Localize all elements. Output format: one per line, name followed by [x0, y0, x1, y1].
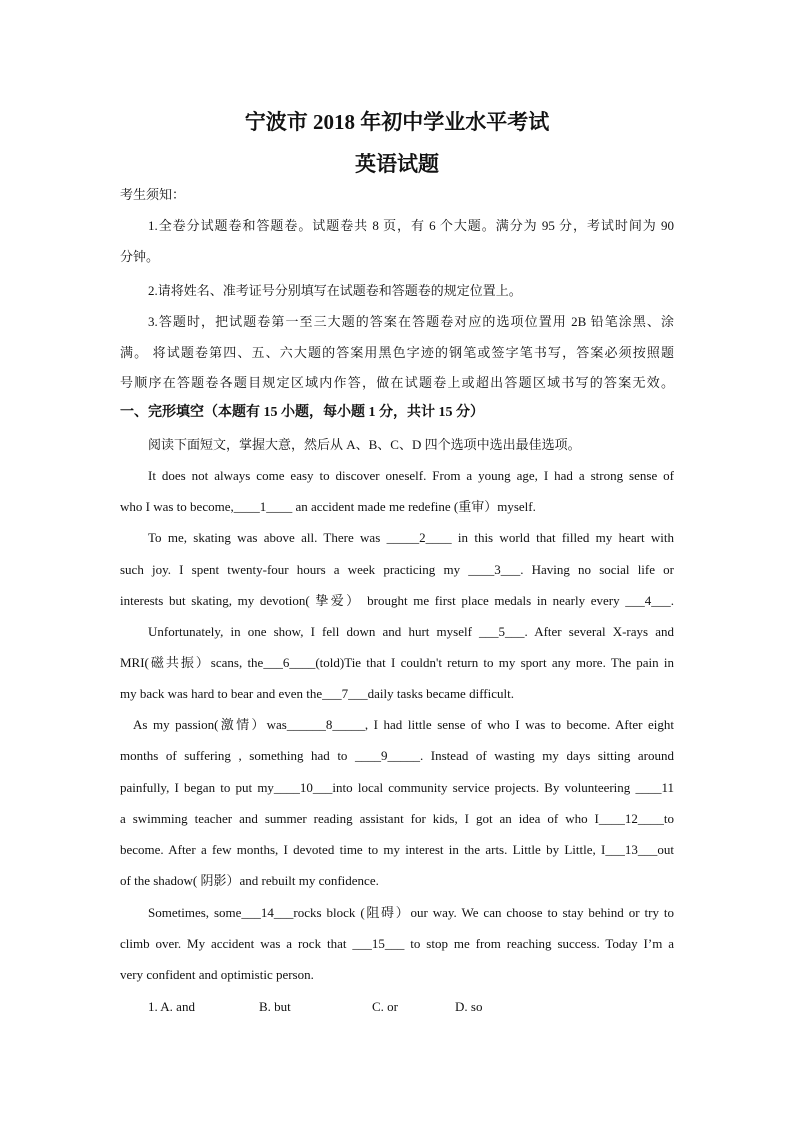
passage-line: interests but skating, my devotion( 挚爱） brought me first place medals in nearly every ___4___. [120, 593, 674, 608]
passage-line: It does not always come easy to discover oneself. From a young age, I had a strong sense of [148, 468, 674, 483]
passage-line: As my passion(激情）was______8_____, I had little sense of who I was to become. After eight [133, 717, 674, 732]
passage-line: of the shadow( 阴影）and rebuilt my confidence. [120, 873, 379, 888]
exam-subtitle: 英语试题 [355, 152, 439, 176]
notice-line: 满。 将试题卷第四、五、六大题的答案用黑色字迹的钢笔或签字笔书写，答案必须按照题 [120, 345, 674, 360]
question-1-option-d: D. so [455, 999, 483, 1014]
passage-line: climb over. My accident was a rock that ___15___ to stop me from reaching success. Today I’m a [120, 936, 674, 951]
notice-line: 3.答题时，把试题卷第一至三大题的答案在答题卷对应的选项位置用 2B 铅笔涂黑、涂 [148, 314, 674, 329]
passage-line: To me, skating was above all. There was _____2____ in this world that filled my heart with [148, 530, 674, 545]
question-1-option-a: 1. A. and [148, 999, 195, 1014]
section-instruction: 阅读下面短文，掌握大意，然后从 A、B、C、D 四个选项中选出最佳选项。 [148, 437, 581, 452]
passage-line: who I was to become,____1____ an accident made me redefine (重审）myself. [120, 499, 536, 514]
notice-heading: 考生须知： [120, 187, 186, 202]
question-1-option-c: C. or [372, 999, 398, 1014]
notice-line: 号顺序在答题卷各题目规定区域内作答，做在试题卷上或超出答题区域书写的答案无效。 [120, 375, 674, 390]
passage-line: months of suffering , something had to ____9_____. Instead of wasting my days sitting around [120, 748, 674, 763]
notice-line: 分钟。 [120, 249, 160, 264]
notice-line: 1.全卷分试题卷和答题卷。试题卷共 8 页，有 6 个大题。满分为 95 分，考试时间为 90 [148, 218, 674, 233]
passage-line: MRI(磁共振）scans, the___6____(told)Tie that I couldn't return to my sport any more. The pain in [120, 655, 674, 670]
passage-line: Unfortunately, in one show, I fell down and hurt myself ___5___. After several X-rays and [148, 624, 674, 639]
notice-line: 2.请将姓名、准考证号分别填写在试题卷和答题卷的规定位置上。 [148, 283, 522, 298]
passage-line: become. After a few months, I devoted time to my interest in the arts. Little by Little, I___13___out [120, 842, 674, 857]
passage-line: very confident and optimistic person. [120, 967, 314, 982]
passage-line: Sometimes, some___14___rocks block (阻碍）our way. We can choose to stay behind or try to [148, 905, 674, 920]
exam-title: 宁波市 2018 年初中学业水平考试 [244, 110, 550, 134]
passage-line: a swimming teacher and summer reading assistant for kids, I got an idea of who I____12____to [120, 811, 674, 826]
passage-line: painfully, I began to put my____10___into local community service projects. By volunteering ____11 [120, 780, 674, 795]
question-1-option-b: B. but [259, 999, 291, 1014]
section-heading: 一、完形填空（本题有 15 小题，每小题 1 分，共计 15 分） [120, 405, 484, 420]
passage-line: such joy. I spent twenty-four hours a week practicing my ____3___. Having no social life or [120, 562, 674, 577]
passage-line: my back was hard to bear and even the___7___daily tasks became difficult. [120, 686, 514, 701]
